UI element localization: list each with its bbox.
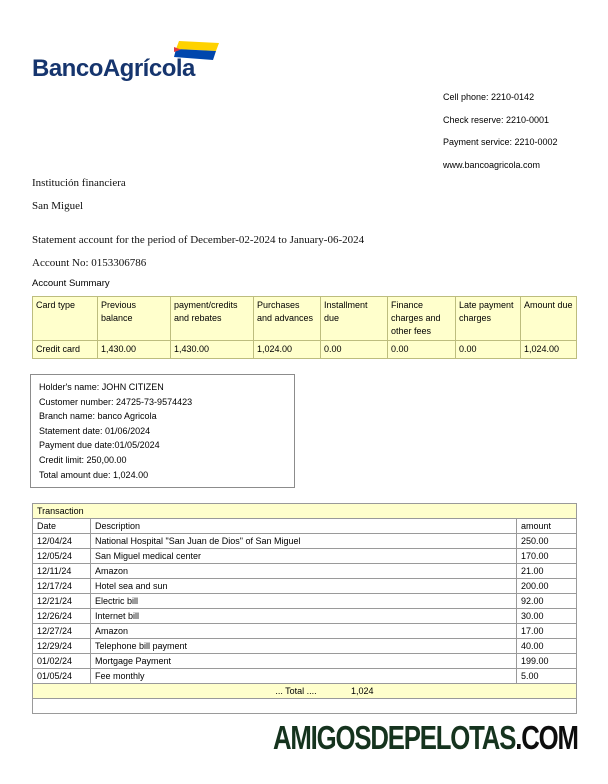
tx-description: Hotel sea and sun: [91, 579, 517, 594]
summary-col-purchases: Purchases and advances: [254, 297, 321, 341]
transaction-table: [32, 503, 577, 714]
transaction-total-cell: [33, 684, 577, 699]
account-summary-table: [32, 296, 577, 359]
holder-name-line: Holder's name: JOHN CITIZEN: [39, 382, 164, 392]
transaction-header-row: [33, 519, 577, 534]
tx-description: Fee monthly: [91, 669, 517, 684]
tx-date: 01/02/24: [33, 654, 91, 669]
transaction-title: Transaction: [33, 504, 577, 519]
city-line: San Miguel: [32, 200, 84, 212]
transaction-row: [33, 594, 577, 609]
summary-value-row: [33, 341, 577, 359]
transaction-row: [33, 669, 577, 684]
tx-description: Mortgage Payment: [91, 654, 517, 669]
tx-amount: 250.00: [517, 534, 577, 549]
customer-number-line: Customer number: 24725-73-9574423: [39, 396, 193, 407]
tx-description: Telephone bill payment: [91, 639, 517, 654]
statement-date-line: Statement date: 01/06/2024: [39, 425, 151, 436]
contact-cell-phone: Cell phone: 2210-0142: [443, 92, 535, 102]
statement-period-line: Statement account for the period of December-02-2024 to January-06-2024: [32, 234, 365, 246]
tx-date: 12/04/24: [33, 534, 91, 549]
summary-card-type: Credit card: [33, 341, 98, 359]
tx-amount: 5.00: [517, 669, 577, 684]
tx-date: 01/05/24: [33, 669, 91, 684]
summary-col-late-payment: Late payment charges: [456, 297, 521, 341]
tx-description: Internet bill: [91, 609, 517, 624]
tx-date: 12/17/24: [33, 579, 91, 594]
summary-col-previous-balance: Previous balance: [98, 297, 171, 341]
tx-date: 12/29/24: [33, 639, 91, 654]
transaction-row: [33, 564, 577, 579]
tx-description: Electric bill: [91, 594, 517, 609]
summary-amount-due: 1,024.00: [521, 341, 577, 359]
summary-col-payments-credits: payment/credits and rebates: [171, 297, 254, 341]
tx-amount: 199.00: [517, 654, 577, 669]
summary-late-payment: 0.00: [456, 341, 521, 359]
summary-header-row: [33, 297, 577, 341]
watermark-tld: .COM: [515, 719, 578, 756]
summary-col-card-type: Card type: [33, 297, 98, 341]
holder-info-box: [30, 374, 295, 488]
tx-amount: 21.00: [517, 564, 577, 579]
transaction-row: [33, 534, 577, 549]
contact-check-reserve: Check reserve: 2210-0001: [443, 114, 550, 125]
transaction-row: [33, 654, 577, 669]
transaction-row: [33, 609, 577, 624]
tx-amount: 40.00: [517, 639, 577, 654]
summary-col-finance-charges: Finance charges and other fees: [388, 297, 456, 341]
summary-finance-charges: 0.00: [388, 341, 456, 359]
tx-date: 12/21/24: [33, 594, 91, 609]
summary-payments-credits: 1,430.00: [171, 341, 254, 359]
summary-col-amount-due: Amount due: [521, 297, 577, 341]
tx-description: Amazon: [91, 564, 517, 579]
logo-wordmark: BancoAgrícola: [32, 55, 195, 82]
transaction-row: [33, 579, 577, 594]
total-label: ... Total ....: [275, 686, 317, 696]
bancoagricola-logo: [32, 40, 262, 84]
tx-date: 12/26/24: [33, 609, 91, 624]
transaction-empty-row: [33, 699, 577, 714]
payment-due-date-line: Payment due date:01/05/2024: [39, 440, 160, 451]
tx-col-date: Date: [33, 519, 91, 534]
tx-description: National Hospital "San Juan de Dios" of San Miguel: [91, 534, 517, 549]
account-number-line: Account No: 0153306786: [32, 257, 147, 269]
credit-limit-line: Credit limit: 250,00.00: [39, 454, 127, 465]
tx-amount: 17.00: [517, 624, 577, 639]
contact-block: [443, 86, 558, 176]
tx-col-description: Description: [91, 519, 517, 534]
tx-date: 12/05/24: [33, 549, 91, 564]
tx-amount: 200.00: [517, 579, 577, 594]
tx-col-amount: amount: [517, 519, 577, 534]
institution-line: Institución financiera: [32, 177, 126, 189]
transaction-row: [33, 639, 577, 654]
tx-date: 12/11/24: [33, 564, 91, 579]
summary-previous-balance: 1,430.00: [98, 341, 171, 359]
tx-description: Amazon: [91, 624, 517, 639]
contact-website: www.bancoagricola.com: [443, 159, 541, 170]
tx-amount: 170.00: [517, 549, 577, 564]
total-value: 1,024: [351, 686, 374, 696]
tx-description: San Miguel medical center: [91, 549, 517, 564]
total-amount-due-line: Total amount due: 1,024.00: [39, 469, 149, 480]
tx-amount: 30.00: [517, 609, 577, 624]
transaction-title-row: [33, 504, 577, 519]
transaction-row: [33, 549, 577, 564]
summary-purchases: 1,024.00: [254, 341, 321, 359]
summary-col-installment-due: Installment due: [321, 297, 388, 341]
transaction-row: [33, 624, 577, 639]
empty-cell: [33, 699, 577, 714]
transaction-total-row: [33, 684, 577, 699]
tx-amount: 92.00: [517, 594, 577, 609]
summary-installment-due: 0.00: [321, 341, 388, 359]
tx-date: 12/27/24: [33, 624, 91, 639]
account-summary-label: Account Summary: [32, 278, 110, 289]
watermark-name: AMIGOSDEPELOTAS: [273, 719, 516, 756]
watermark: [273, 719, 578, 757]
contact-payment-service: Payment service: 2210-0002: [443, 137, 558, 147]
branch-name-line: Branch name: banco Agricola: [39, 411, 157, 422]
